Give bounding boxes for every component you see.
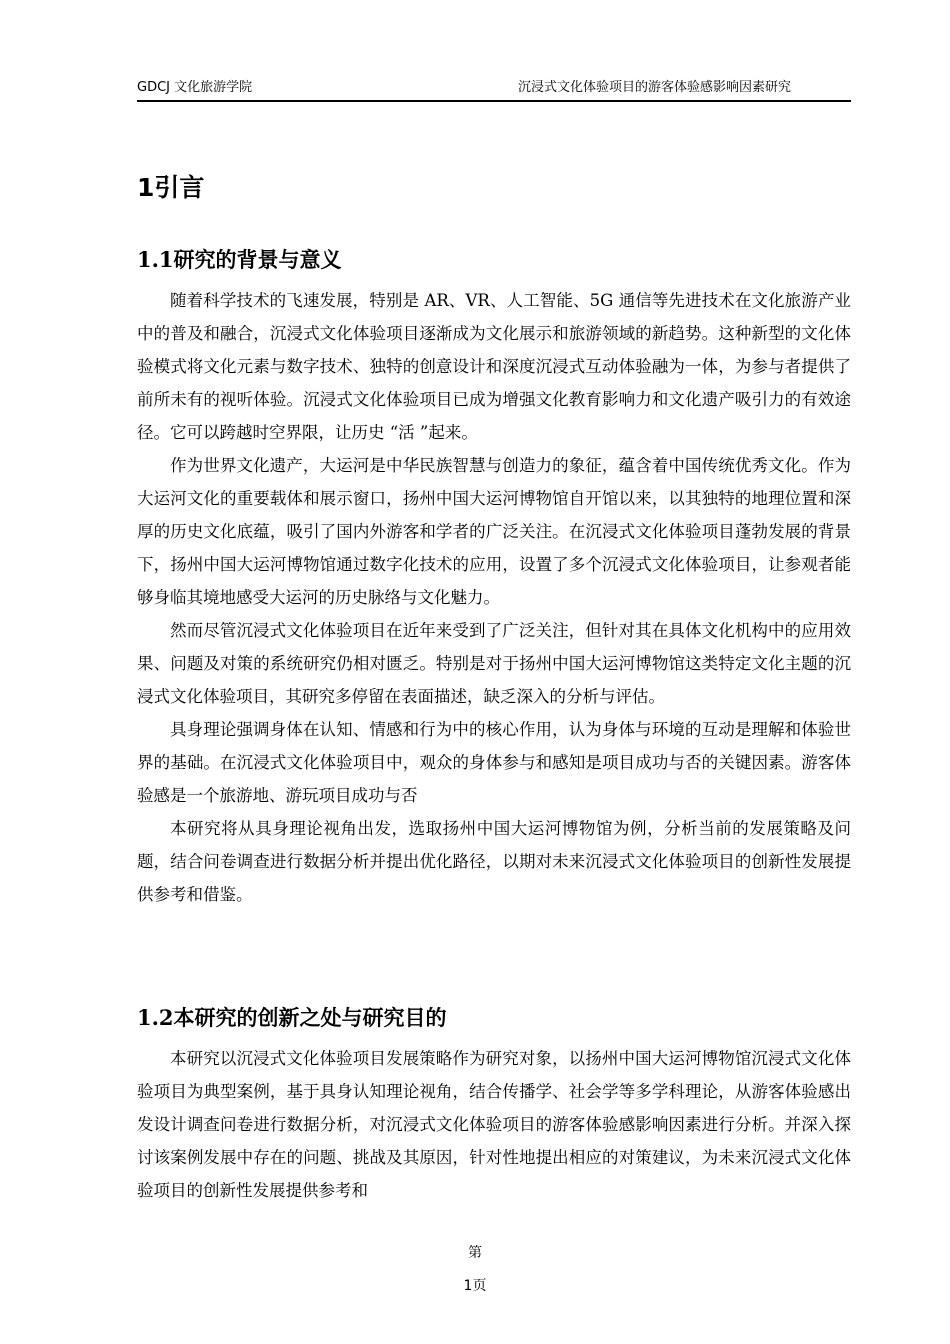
section-number: 1.1: [137, 247, 174, 272]
page-header: [137, 78, 851, 102]
header-paper-title: 沉浸式文化体验项目的游客体验感影响因素研究: [517, 80, 791, 95]
page-number-label: 第: [468, 1245, 482, 1261]
section-heading-1-1: [137, 244, 342, 276]
section-1-1-body: [137, 284, 851, 911]
section-number: 1.2: [137, 1005, 174, 1030]
paragraph: 随着科学技术的飞速发展，特别是 AR、VR、人工智能、5G 通信等先进技术在文化旅游产业中的普及和融合，沉浸式文化体验项目逐渐成为文化展示和旅游领域的新趋势。这种新型的文化体验模式将文化元素与数字技术、独特的创意设计和深度沉浸式互动体验融为一体，为参与者提供了前所未有的视听体验。沉浸式文化体验项目已成为增强文化教育影响力和文化遗产吸引力的有效途径。它可以跨越时空界限，让历史 “活 ”起来。: [137, 291, 851, 442]
chapter-title: 1引言: [137, 173, 205, 202]
paragraph: 本研究以沉浸式文化体验项目发展策略作为研究对象，以扬州中国大运河博物馆沉浸式文化体验项目为典型案例，基于具身认知理论视角，结合传播学、社会学等多学科理论，从游客体验感出发设计调查问卷进行数据分析，对沉浸式文化体验项目的游客体验感影响因素进行分析。并深入探讨该案例发展中存在的问题、挑战及其原因，针对性地提出相应的对策建议，为未来沉浸式文化体验项目的创新性发展提供参考和: [137, 1049, 851, 1200]
paragraph: 作为世界文化遗产，大运河是中华民族智慧与创造力的象征，蕴含着中国传统优秀文化。作为大运河文化的重要载体和展示窗口，扬州中国大运河博物馆自开馆以来，以其独特的地理位置和深厚的历史文化底蕴，吸引了国内外游客和学者的广泛关注。在沉浸式文化体验项目蓬勃发展的背景下，扬州中国大运河博物馆通过数字化技术的应用，设置了多个沉浸式文化体验项目，让参观者能够身临其境地感受大运河的历史脉络与文化魅力。: [137, 456, 851, 607]
paragraph: 具身理论强调身体在认知、情感和行为中的核心作用，认为身体与环境的互动是理解和体验世界的基础。在沉浸式文化体验项目中，观众的身体参与和感知是项目成功与否的关键因素。游客体验感是一个旅游地、游玩项目成功与否: [137, 720, 851, 805]
section-heading-1-2: [137, 1002, 447, 1034]
section-title: 本研究的创新之处与研究目的: [173, 1006, 447, 1030]
section-title: 研究的背景与意义: [173, 248, 342, 272]
header-institution: GDCJ 文化旅游学院: [137, 80, 253, 95]
section-1-2-body: [137, 1042, 851, 1207]
page-number: 1页: [463, 1278, 487, 1294]
paragraph: 然而尽管沉浸式文化体验项目在近年来受到了广泛关注，但针对其在具体文化机构中的应用效果、问题及对策的系统研究仍相对匮乏。特别是对于扬州中国大运河博物馆这类特定文化主题的沉浸式文化体验项目，其研究多停留在表面描述，缺乏深入的分析与评估。: [137, 621, 851, 706]
paragraph: 本研究将从具身理论视角出发，选取扬州中国大运河博物馆为例，分析当前的发展策略及问题，结合问卷调查进行数据分析并提出优化路径，以期对未来沉浸式文化体验项目的创新性发展提供参考和借鉴。: [137, 819, 851, 904]
